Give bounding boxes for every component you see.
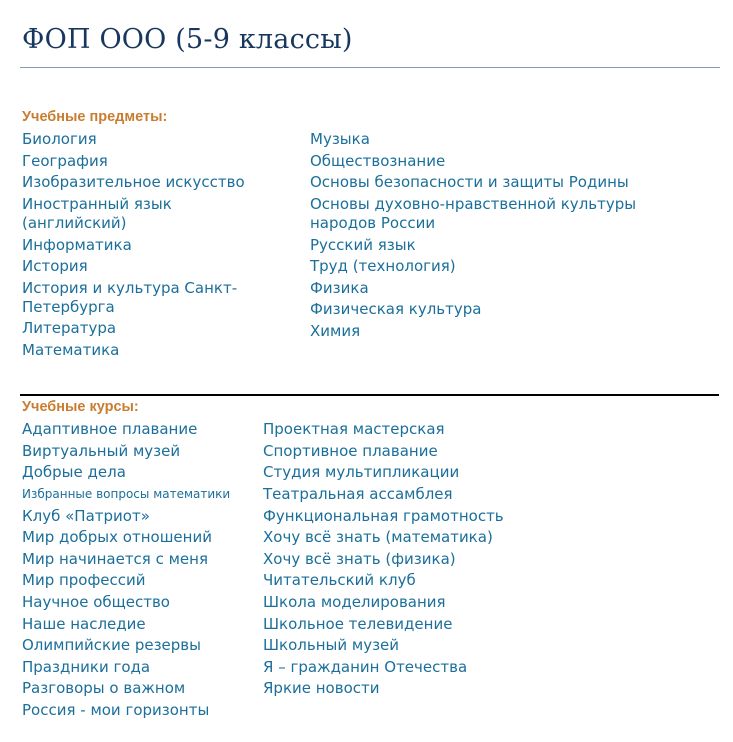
course-link[interactable]: Яркие новости [263,679,380,698]
course-link-item [263,613,504,635]
course-link-item [22,592,230,614]
subject-link-item [22,234,245,256]
subject-link[interactable] [310,130,370,149]
course-link-item [22,678,230,700]
course-link[interactable]: Школьный музей [263,636,400,655]
subject-link-item [310,172,636,194]
section-divider [20,394,719,396]
subject-link-item [310,299,636,321]
subject-link[interactable] [310,152,445,171]
course-link[interactable]: Спортивное плавание [263,441,438,460]
subject-link-text: Биология [22,130,97,149]
course-link-item [22,700,230,722]
subject-link-item [22,129,245,151]
subject-link[interactable] [22,236,132,255]
subject-link[interactable] [22,195,172,233]
course-link-item [22,635,230,657]
course-link[interactable]: Читательский клуб [263,571,416,590]
course-link[interactable]: Школьное телевидение [263,614,453,633]
subject-link-text: (английский) [22,214,127,233]
course-link-item [263,678,504,700]
course-link-item [263,592,504,614]
course-link-item [22,441,230,463]
course-link-item [263,419,504,441]
subject-link-text: История и культура Санкт- [22,278,238,297]
course-link-item [22,462,230,484]
subject-link-item [22,151,245,173]
subject-link[interactable] [22,341,119,360]
course-link-item [263,462,504,484]
subject-link[interactable] [310,236,416,255]
course-link[interactable]: Добрые дела [22,463,126,482]
subject-link-text: Основы духовно-нравственной культуры [310,195,637,214]
courses-list-right [263,419,504,700]
subject-link-item [22,256,245,278]
subject-link-item [22,194,245,235]
course-link-item [22,570,230,592]
course-link[interactable]: Функциональная грамотность [263,506,504,525]
course-link[interactable]: Адаптивное плавание [22,420,198,439]
subject-link-text: Физика [310,278,369,297]
subject-link-item [22,318,245,340]
course-link-item [22,657,230,679]
subject-link[interactable] [310,279,369,298]
course-link[interactable]: Я – гражданин Отечества [263,657,468,676]
subject-link[interactable] [310,195,636,233]
subject-link-item [310,129,636,151]
course-link[interactable]: Проектная мастерская [263,420,445,439]
course-link-item [263,549,504,571]
subject-link-item [22,340,245,362]
subject-link-item [22,172,245,194]
course-link-item [263,441,504,463]
subject-link[interactable] [22,152,108,171]
subject-link[interactable] [310,322,360,341]
course-link[interactable]: Хочу всё знать (физика) [263,549,456,568]
course-link-item [22,527,230,549]
course-link-item [263,570,504,592]
subject-link-text: Литература [22,319,117,338]
subject-link-item [22,278,245,319]
subject-link-text: География [22,151,108,170]
subject-link-text: Основы безопасности и защиты Родины [310,173,629,192]
subject-link[interactable] [22,279,237,317]
course-link-item [22,613,230,635]
subject-link-text: История [22,257,88,276]
courses-heading: Учебные курсы: [22,399,139,415]
subject-link[interactable] [310,257,456,276]
course-link-item [263,484,504,506]
subject-link-text: Русский язык [310,235,416,254]
course-link[interactable]: Мир добрых отношений [22,528,212,547]
course-link-item [22,484,230,506]
subject-link-text: Музыка [310,130,370,149]
course-link-item [22,505,230,527]
course-link[interactable]: Мир профессий [22,571,146,590]
subjects-heading: Учебные предметы: [22,109,168,125]
subject-link-text: Информатика [22,235,132,254]
course-link[interactable]: Научное общество [22,593,170,612]
title-divider [20,67,720,68]
courses-list-left [22,419,230,721]
subject-link-text: Физическая культура [310,300,482,319]
subject-link[interactable] [22,173,245,192]
subjects-list-left [22,129,245,361]
course-link[interactable]: Хочу всё знать (математика) [263,528,493,547]
subject-link-text: Труд (технология) [310,257,456,276]
course-link[interactable]: Школа моделирования [263,593,446,612]
page-title: ФОП ООО (5-9 классы) [22,24,353,55]
subject-link[interactable] [22,257,88,276]
course-link[interactable]: Олимпийские резервы [22,636,201,655]
course-link-item [263,657,504,679]
subjects-list-right [310,129,636,342]
course-link-item [263,505,504,527]
course-link[interactable]: Россия - мои горизонты [22,701,210,720]
subject-link-text: Изобразительное искусство [22,173,245,192]
subject-link[interactable] [310,300,481,319]
subject-link-item [310,234,636,256]
course-link-item [22,419,230,441]
course-link[interactable]: Клуб «Патриот» [22,506,150,525]
subject-link[interactable] [22,130,97,149]
subject-link-text: Химия [310,322,361,341]
subject-link-item [310,278,636,300]
course-link-item [22,549,230,571]
course-link[interactable]: Мир начинается с меня [22,549,208,568]
subject-link-text: народов России [310,214,436,233]
course-link[interactable]: Наше наследие [22,614,146,633]
subject-link-text: Математика [22,341,120,360]
subject-link-item [310,256,636,278]
subject-link-item [310,151,636,173]
course-link[interactable]: Избранные вопросы математики [22,487,231,502]
course-link[interactable]: Студия мультипликации [263,463,460,482]
course-link[interactable]: Виртуальный музей [22,441,181,460]
subject-link-item [310,321,636,343]
subject-link-text: Иностранный язык [22,195,172,214]
course-link-item [263,527,504,549]
course-link-item [263,635,504,657]
subject-link[interactable] [310,173,629,192]
subject-link-text: Обществознание [310,151,446,170]
subject-link-text: Петербурга [22,297,115,316]
subject-link[interactable] [22,319,116,338]
course-link[interactable]: Праздники года [22,657,151,676]
course-link[interactable]: Театральная ассамблея [263,485,453,504]
subject-link-item [310,194,636,235]
course-link[interactable]: Разговоры о важном [22,679,186,698]
